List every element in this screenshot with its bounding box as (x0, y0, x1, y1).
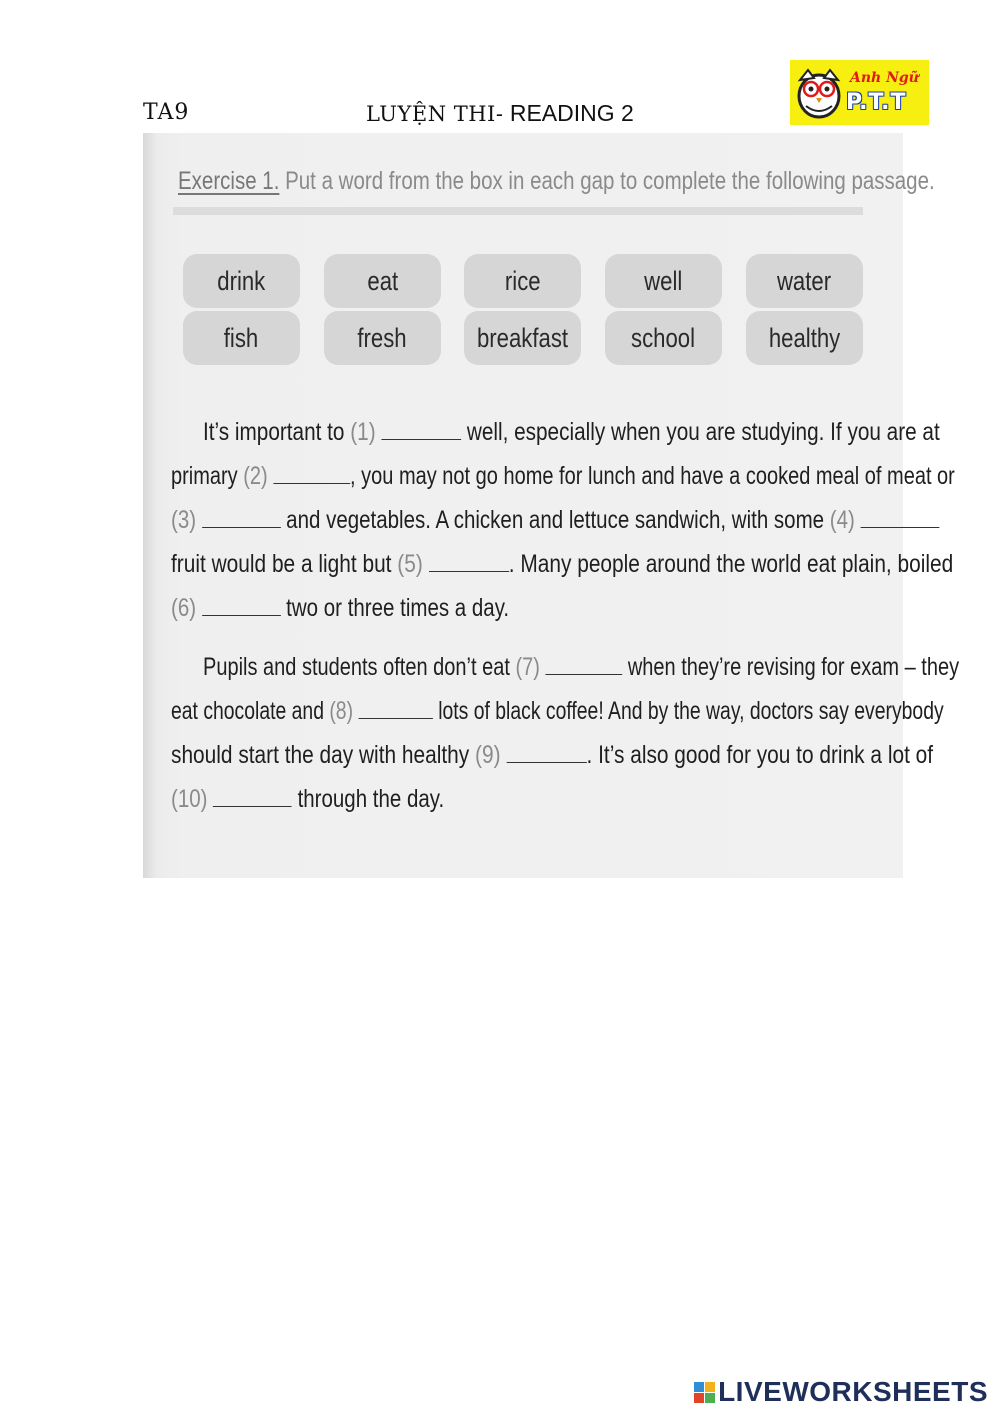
gap-number: (5) (397, 550, 423, 578)
word-box-item (183, 254, 300, 308)
word-box-item (324, 254, 441, 308)
answer-blank-6[interactable] (202, 597, 281, 616)
answer-blank-5[interactable] (429, 553, 509, 572)
worksheet-code: TA9 (143, 100, 190, 125)
word-text: eat (367, 265, 398, 296)
gap-number: (6) (171, 594, 197, 622)
passage-line (171, 741, 933, 770)
word-text: water (777, 265, 832, 296)
word-text: drink (217, 265, 266, 296)
text: . It’s also good for you to drink a lot of (586, 741, 934, 769)
word-text: healthy (768, 322, 841, 353)
answer-blank-4[interactable] (861, 509, 940, 528)
text: . Many people around the world eat plain, boiled (508, 550, 954, 578)
answer-blank-9[interactable] (506, 744, 586, 763)
text: lots of black coffee! And by the way, doctors say everybody (432, 697, 944, 725)
gap-number: (2) (243, 462, 268, 490)
owl-icon (796, 66, 842, 118)
word-text: breakfast (476, 322, 569, 353)
answer-blank-2[interactable] (273, 465, 350, 484)
text: two or three times a day. (280, 594, 510, 622)
school-logo (790, 60, 929, 125)
word-box-item (464, 311, 581, 365)
answer-blank-1[interactable] (381, 421, 461, 440)
gap-number: (10) (171, 785, 208, 813)
heading-underline (173, 207, 863, 215)
liveworksheets-mark-icon (694, 1382, 715, 1403)
word-box-item (605, 254, 722, 308)
logo-text-top: Anh Ngữ (850, 70, 919, 86)
page-title-part2: READING 2 (503, 100, 634, 126)
word-text: fresh (357, 322, 408, 353)
text: well, especially when you are studying. If you are at (461, 418, 940, 446)
passage-line (171, 785, 444, 814)
word-box-item (183, 311, 300, 365)
gap-number: (3) (171, 506, 197, 534)
word-text: well (644, 265, 683, 296)
word-box-item (746, 254, 863, 308)
liveworksheets-brand-text: LIVEWORKSHEETS (718, 1376, 988, 1407)
word-box-item (605, 311, 722, 365)
passage-line (171, 594, 509, 623)
answer-blank-8[interactable] (358, 700, 432, 719)
liveworksheets-logo (694, 1376, 988, 1408)
passage-line (203, 653, 959, 682)
passage-line (171, 697, 944, 726)
exercise-instruction: Put a word from the box in each gap to complete the following passage. (279, 167, 935, 195)
page-title-part1: LUYỆN THI- (366, 102, 504, 126)
passage-line (171, 506, 939, 535)
word-text: fish (224, 322, 259, 353)
text: through the day. (291, 785, 445, 813)
word-text: school (631, 322, 696, 353)
word-box-item (324, 311, 441, 365)
exercise-label: Exercise 1. (178, 167, 280, 195)
text: Pupils and students often don’t eat (203, 653, 516, 681)
answer-blank-3[interactable] (202, 509, 281, 528)
passage-line (171, 462, 955, 491)
text: fruit would be a light but (171, 550, 398, 578)
exercise-heading (178, 167, 935, 196)
gap-number: (1) (350, 418, 376, 446)
gap-number: (4) (829, 506, 855, 534)
passage-line (203, 418, 940, 447)
gap-number: (8) (329, 697, 354, 725)
text: should start the day with healthy (171, 741, 476, 769)
text: and vegetables. A chicken and lettuce sandwich, with some (280, 506, 830, 534)
page-title (366, 100, 634, 127)
gap-number: (7) (515, 653, 540, 681)
answer-blank-10[interactable] (213, 788, 292, 807)
logo-text-main: P.T.T (846, 90, 907, 115)
text: when they’re revising for exam – they (622, 653, 960, 681)
word-text: rice (504, 265, 541, 296)
exercise-scan (143, 133, 960, 878)
text: It’s important to (203, 418, 351, 446)
text: , you may not go home for lunch and have a cooked meal of meat or (350, 462, 955, 490)
text: eat chocolate and (171, 697, 330, 725)
answer-blank-7[interactable] (545, 656, 622, 675)
gap-number: (9) (475, 741, 501, 769)
text: primary (171, 462, 244, 490)
word-box-item (746, 311, 863, 365)
passage-line (171, 550, 953, 579)
word-box-item (464, 254, 581, 308)
